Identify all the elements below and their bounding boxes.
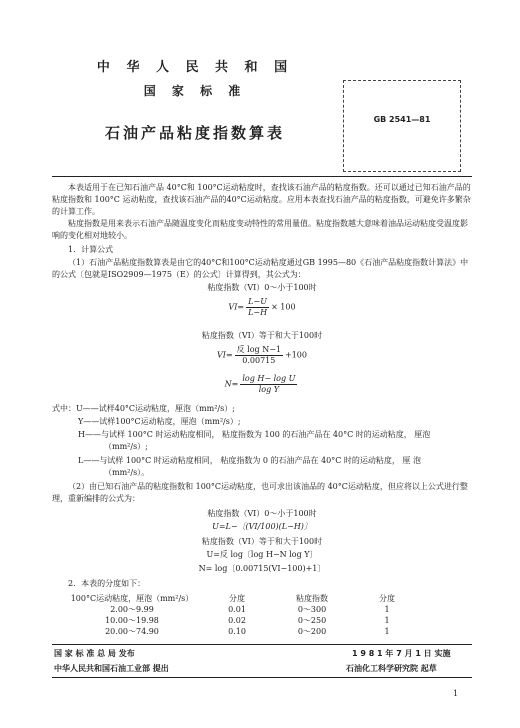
page-number: 1 (453, 689, 459, 698)
formula-3-numerator: log H− log U (242, 374, 296, 383)
formula-3-lhs: N= (224, 379, 239, 389)
table-cell: 1 (384, 616, 390, 625)
section-1-heading: 1．计算公式 (68, 245, 114, 254)
intro-paragraph: 本表适用于在已知石油产品 40°C和 100°C运动粘度时，查找该石油产品的粘度指数。还可以通过已知石油产品的粘度指数和 100°C 运动粘度，查找该石油产品的40°C运动粘度。应用本表查找石油产品的粘度指数，可避免许多繁杂的计算工作。 (52, 183, 471, 216)
top-rule (52, 176, 472, 177)
table-cell: 0.02 (228, 616, 246, 625)
formula-1-denominator: L−H (248, 308, 268, 317)
formula-n (52, 374, 472, 395)
where-y: Y——试样100°C运动粘度，厘泡（mm²/s）; (78, 417, 241, 426)
proposer: 中华人民共和国石油工业部 提出 (54, 664, 169, 673)
table-cell: 0.10 (228, 627, 246, 636)
formula-3-denominator: log Y (258, 385, 280, 394)
standard-code: GB 2541—81 (373, 115, 431, 124)
where-l-line-2: （mm²/s）。 (104, 468, 150, 477)
formula-2-denominator: 0.00715 (242, 356, 276, 365)
formula-1-fraction (246, 297, 269, 318)
document-title: 石油产品粘度指数算表 (104, 124, 285, 142)
reverse-case-1-label: 粘度指数（VI）0～小于100时 (207, 509, 317, 518)
table-cell: 1 (384, 627, 390, 636)
standard-type-heading: 国 家 标 准 (143, 84, 247, 98)
vi-case-1-label: 粘度指数（VI）0～小于100时 (207, 283, 317, 292)
implementation-date: 1 9 8 1 年 7 月 1 日 实施 (352, 649, 451, 658)
reverse-formula-3: N= log〔0.00715(VI−100)+1〕 (198, 564, 326, 573)
formula-vi-below-100 (52, 297, 472, 318)
table-cell: 0～300 (297, 605, 327, 614)
formula-1-lhs: VI= (228, 302, 245, 312)
table-header-vi-graduation: 分度 (379, 594, 395, 603)
table-header-vi: 粘度指数 (296, 594, 328, 603)
issuer: 国 家 标 准 总 局 发布 (54, 649, 135, 658)
table-row (62, 626, 422, 637)
section-1-paragraph-2: （2）由已知石油产品的粘度指数和 100°C运动粘度，也可求出该油品的 40°C运动粘度，但应将以上公式进行整理，重新编排的公式为： (52, 482, 468, 503)
country-heading: 中 华 人 民 共 和 国 (96, 60, 294, 75)
where-h-line-2: （mm²/s）; (104, 442, 148, 451)
table-cell: 0.01 (228, 605, 246, 614)
table-header-graduation: 分度 (229, 594, 245, 603)
intro-paragraph-2: 粘度指数是用来表示石油产品随温度变化而粘度变动特性的常用量值。粘度指数越大意味着油品运动粘度受温度影响的变化相对地较小。 (52, 219, 468, 240)
section-1-paragraph-1: （1）石油产品粘度指数算表是由它的40°C和100°C运动粘度通过GB 1995—80《石油产品粘度指数计算法》中的公式〔包就是ISO2909—1975（E）的公式〕计算得到，其公式为： (52, 258, 469, 279)
graduation-table (62, 593, 422, 637)
table-row (62, 615, 422, 626)
formula-vi-above-100 (52, 345, 472, 366)
table-cell: 0～250 (297, 616, 327, 625)
formula-2-numerator: 反 log N−1 (236, 345, 282, 354)
table-header-viscosity: 100°C运动粘度，厘泡（mm²/s） (70, 594, 194, 603)
table-cell: 20.00～74.90 (105, 627, 159, 636)
reverse-formula-2: U=反 log〔log H−N log Y〕 (206, 550, 318, 559)
table-cell: 1 (384, 605, 390, 614)
table-cell: 2.00～9.99 (110, 605, 154, 614)
drafter: 石油化工科学研究院 起草 (346, 664, 437, 673)
footer-rule-bottom (52, 677, 472, 678)
footer-rule-top (52, 644, 472, 645)
table-row (62, 604, 422, 615)
formula-2-lhs: VI= (217, 350, 233, 360)
reverse-formula-1: U=L−〔(VI/100)(L−H)〕 (212, 522, 312, 531)
table-header-row (62, 593, 422, 604)
reverse-case-2-label: 粘度指数（VI）等于和大于100时 (201, 537, 323, 546)
formula-1-numerator: L−U (246, 297, 269, 308)
formula-2-rhs: +100 (285, 350, 307, 360)
section-2-heading: 2．本表的分度如下： (68, 579, 146, 588)
formula-1-rhs: × 100 (271, 302, 296, 312)
table-cell: 10.00～19.98 (105, 616, 159, 625)
where-h-line-1: H——与试样 100°C 时运动粘度相同， 粘度指数为 100 的石油产品在 40°C 时的运动粘度， 厘泡 (78, 430, 431, 439)
formula-3-fraction (240, 374, 297, 395)
vi-case-2-label: 粘度指数（VI）等于和大于100时 (201, 331, 323, 340)
where-l-line-1: L——与试样 100°C 时运动粘度相同， 粘度指数为 0 的石油产品在 40°C 时的运动粘度， 厘 泡 (78, 456, 421, 465)
formula-2-fraction (235, 345, 283, 366)
table-cell: 0～200 (297, 627, 327, 636)
where-u: 式中：U——试样40°C运动粘度，厘泡（mm²/s）; (52, 404, 235, 413)
